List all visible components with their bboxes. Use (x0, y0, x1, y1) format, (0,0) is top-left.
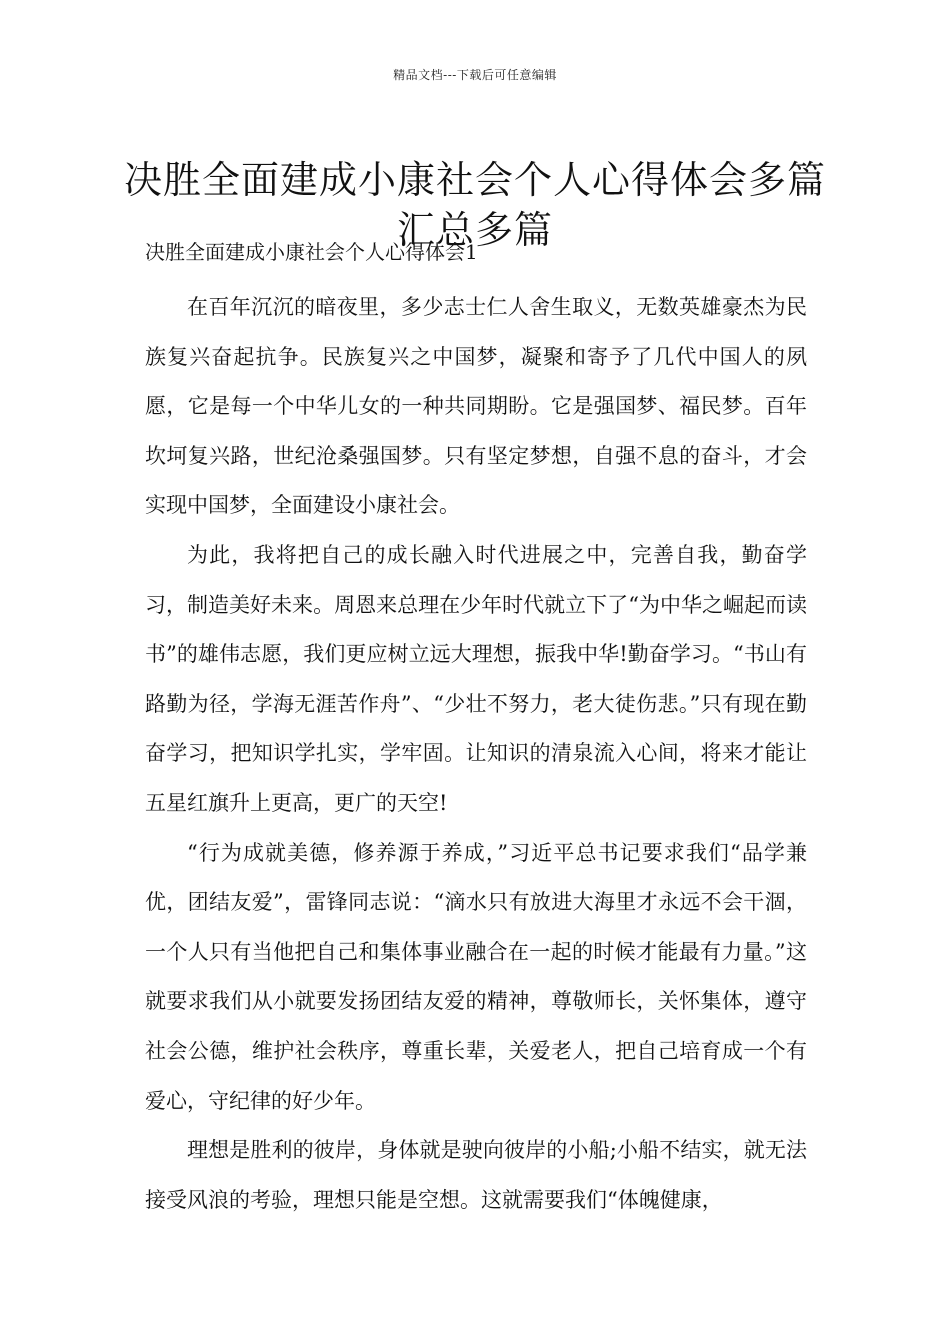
header-note: 精品文档---下载后可任意编辑 (393, 68, 557, 82)
paragraph: 在百年沉沉的暗夜里，多少志士仁人舍生取义，无数英雄豪杰为民族复兴奋起抗争。民族复兴之中国梦，凝聚和寄予了几代中国人的夙愿，它是每一个中华儿女的一种共同期盼。它是强国梦、福民梦。百年坎坷复兴路，世纪沧桑强国梦。只有坚定梦想，自强不息的奋斗，才会实现中国梦，全面建设小康社会。 (145, 295, 807, 518)
document-title: 决胜全面建成小康社会个人心得体会多篇汇总多篇 (123, 158, 826, 253)
paragraph: 理想是胜利的彼岸，身体就是驶向彼岸的小船;小船不结实，就无法接受风浪的考验，理想只能是空想。这就需要我们“体魄健康， (145, 1138, 807, 1212)
body-text (145, 283, 807, 1225)
paragraph: “行为成就美德，修养源于养成，”习近平总书记要求我们“品学兼优，团结友爱”，雷锋同志说：“滴水只有放进大海里才永远不会干涸，一个人只有当他把自己和集体事业融合在一起的时候才能最有力量。”这就要求我们从小就要发扬团结友爱的精神，尊敬师长，关怀集体，遵守社会公德，维护社会秩序，尊重长辈，关爱老人，把自己培育成一个有爱心，守纪律的好少年。 (145, 840, 807, 1113)
paragraph: 为此，我将把自己的成长融入时代进展之中，完善自我，勤奋学习，制造美好未来。周恩来总理在少年时代就立下了“为中华之崛起而读书”的雄伟志愿，我们更应树立远大理想，振我中华!勤奋学习。“书山有路勤为径，学海无涯苦作舟”、“少壮不努力，老大徒伤悲。”只有现在勤奋学习，把知识学扎实，学牢固。让知识的清泉流入心间，将来才能让五星红旗升上更高，更广的天空! (145, 542, 807, 815)
section-subtitle: 决胜全面建成小康社会个人心得体会1 (145, 240, 478, 264)
